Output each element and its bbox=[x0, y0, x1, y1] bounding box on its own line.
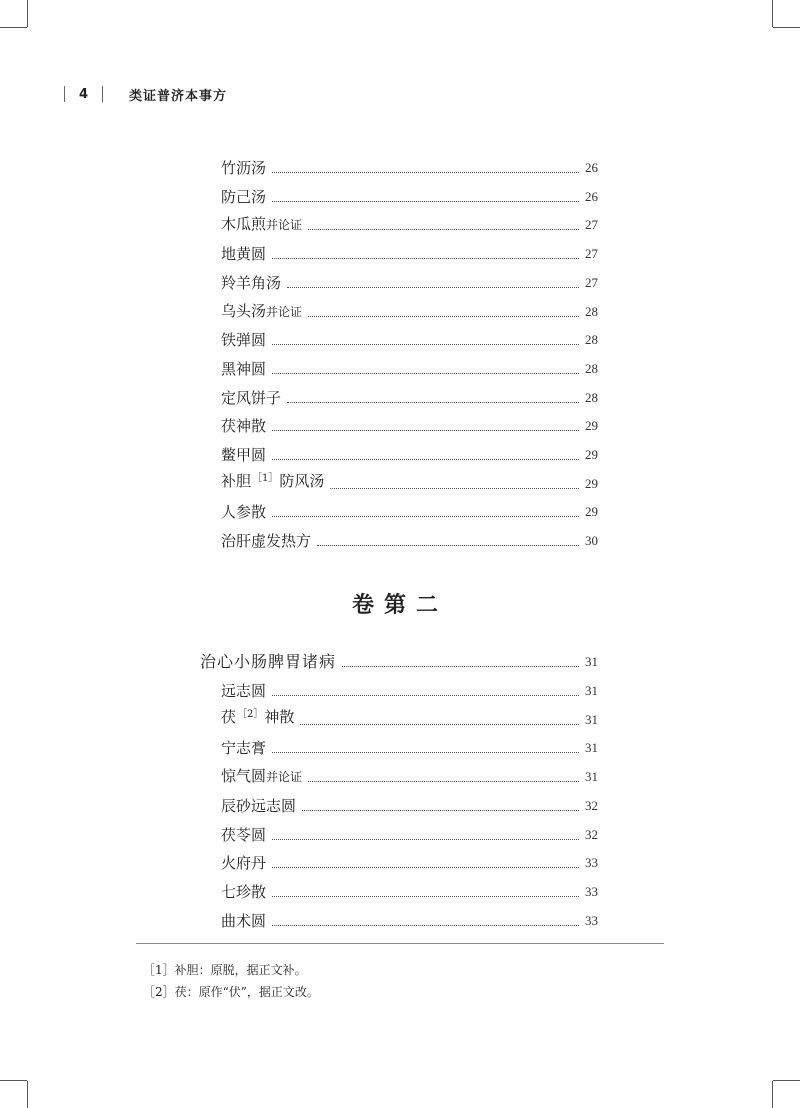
leader-dots bbox=[272, 896, 579, 897]
footnote-ref: ［2］ bbox=[237, 708, 264, 720]
footnote: ［2］茯：原作“伏”，据正文改。 bbox=[143, 985, 319, 999]
toc-entry-page: 31 bbox=[585, 654, 598, 669]
toc-entry-title: 铁弹圆 bbox=[221, 331, 267, 350]
toc-entry-title: 鳖甲圆 bbox=[221, 446, 267, 464]
toc-entry bbox=[221, 736, 598, 758]
leader-dots bbox=[342, 666, 579, 667]
toc-entry-title: 治心小肠脾胃诸病 bbox=[200, 652, 337, 671]
leader-dots bbox=[272, 516, 579, 517]
toc-entry bbox=[221, 708, 598, 730]
leader-dots bbox=[272, 867, 579, 868]
toc-entry bbox=[221, 443, 598, 465]
toc-entry-title: 辰砂远志圆 bbox=[221, 796, 297, 815]
toc-entry-page: 29 bbox=[585, 504, 598, 520]
toc-entry bbox=[221, 909, 598, 931]
toc-entry-page: 28 bbox=[585, 389, 598, 405]
toc-entry-title: 乌头汤并论证 bbox=[221, 301, 303, 320]
leader-dots bbox=[272, 752, 579, 753]
crop-mark bbox=[772, 1081, 773, 1108]
toc-entry bbox=[221, 880, 598, 902]
toc-entry-page: 29 bbox=[585, 475, 598, 491]
leader-dots bbox=[272, 839, 579, 840]
toc-entry bbox=[221, 213, 598, 235]
toc-entry-title: 茯苓圆 bbox=[221, 825, 267, 844]
leader-dots bbox=[272, 201, 579, 202]
toc-entry bbox=[221, 414, 598, 436]
toc-entry bbox=[221, 328, 598, 350]
toc-entry-title: 宁志膏 bbox=[221, 739, 267, 758]
header-divider bbox=[102, 86, 103, 102]
toc-entry bbox=[221, 472, 598, 494]
toc-entry-title: 茯$^{[2]}$神散 bbox=[221, 707, 295, 726]
toc-entry-page: 29 bbox=[585, 447, 598, 462]
toc-entry-title: 防己汤 bbox=[221, 187, 267, 206]
toc-entry-page: 29 bbox=[585, 418, 598, 434]
leader-dots bbox=[272, 459, 579, 460]
toc-entry-page: 28 bbox=[585, 360, 598, 376]
leader-dots bbox=[272, 344, 579, 345]
leader-dots bbox=[287, 402, 579, 403]
entry-annotation: 并论证 bbox=[266, 304, 303, 319]
toc-entry-page: 30 bbox=[585, 533, 598, 549]
toc-entry-page: 33 bbox=[585, 912, 598, 928]
toc-entry-page: 31 bbox=[585, 711, 598, 727]
header-divider bbox=[64, 86, 65, 102]
toc-entry-page: 31 bbox=[585, 683, 598, 698]
toc-entry bbox=[221, 386, 598, 408]
toc-entry bbox=[221, 185, 598, 207]
toc-section-heading bbox=[200, 650, 598, 672]
toc-entry bbox=[221, 357, 598, 379]
crop-mark bbox=[772, 0, 773, 27]
toc-entry-page: 33 bbox=[585, 883, 598, 899]
leader-dots bbox=[272, 695, 579, 696]
toc-entry-page: 31 bbox=[585, 740, 598, 756]
leader-dots bbox=[272, 925, 579, 926]
toc-entry-page: 27 bbox=[585, 246, 598, 262]
toc-entry-page: 26 bbox=[585, 188, 598, 204]
toc-entry-title: 羚羊角汤 bbox=[221, 273, 282, 292]
footnote: ［1］补胆：原脱，据正文补。 bbox=[143, 963, 307, 977]
toc-entry-title: 远志圆 bbox=[221, 682, 267, 700]
crop-mark bbox=[773, 27, 800, 28]
toc-entry bbox=[221, 823, 598, 845]
toc-entry-title: 定风饼子 bbox=[221, 388, 282, 407]
toc-entry-page: 26 bbox=[585, 160, 598, 175]
toc-entry bbox=[221, 271, 598, 293]
leader-dots bbox=[302, 810, 579, 811]
toc-entry-page: 32 bbox=[585, 797, 598, 813]
leader-dots bbox=[272, 172, 579, 173]
entry-annotation: 并论证 bbox=[266, 218, 303, 233]
toc-entry-page: 33 bbox=[585, 855, 598, 871]
toc-entry bbox=[221, 300, 598, 322]
leader-dots bbox=[272, 373, 579, 374]
leader-dots bbox=[300, 724, 579, 725]
toc-entry bbox=[221, 242, 598, 264]
toc-entry-title: 惊气圆并论证 bbox=[221, 767, 303, 786]
toc-entry-title: 火府丹 bbox=[221, 854, 267, 873]
leader-dots bbox=[272, 258, 579, 259]
leader-dots bbox=[308, 781, 579, 782]
toc-entry-page: 27 bbox=[585, 274, 598, 290]
toc-entry-page: 31 bbox=[585, 769, 598, 785]
footnote-rule bbox=[136, 943, 664, 944]
entry-annotation: 并论证 bbox=[266, 770, 303, 785]
toc-entry-title: 黑神圆 bbox=[221, 359, 267, 378]
toc-entry-title: 人参散 bbox=[221, 503, 267, 522]
leader-dots bbox=[308, 229, 579, 230]
toc-entry-title: 曲术圆 bbox=[221, 911, 267, 930]
leader-dots bbox=[308, 316, 579, 317]
toc-entry bbox=[221, 529, 598, 551]
toc-entry-title: 七珍散 bbox=[221, 882, 267, 901]
section-title: 卷第二 bbox=[351, 593, 448, 618]
leader-dots bbox=[272, 430, 579, 431]
toc-entry bbox=[221, 156, 598, 178]
toc-entry-page: 27 bbox=[585, 217, 598, 233]
toc-entry-title: 地黄圆 bbox=[221, 245, 267, 264]
crop-mark bbox=[773, 1080, 800, 1081]
crop-mark bbox=[0, 1080, 27, 1081]
toc-entry-page: 32 bbox=[585, 826, 598, 842]
toc-entry-title: 竹沥汤 bbox=[221, 159, 267, 177]
toc-entry bbox=[221, 851, 598, 873]
crop-mark bbox=[27, 0, 28, 27]
toc-entry bbox=[221, 500, 598, 522]
toc-entry-title: 茯神散 bbox=[221, 417, 267, 436]
toc-entry-page: 28 bbox=[585, 332, 598, 348]
toc-entry-title: 木瓜煎并论证 bbox=[221, 215, 303, 234]
toc-entry-title: 治肝虚发热方 bbox=[221, 532, 312, 551]
toc-entry-title: 补胆$^{[1]}$防风汤 bbox=[221, 471, 325, 490]
crop-mark bbox=[0, 27, 27, 28]
toc-entry bbox=[221, 794, 598, 816]
leader-dots bbox=[317, 545, 579, 546]
leader-dots bbox=[330, 488, 579, 489]
book-title: 类证普济本事方 bbox=[129, 88, 228, 104]
toc-entry bbox=[221, 679, 598, 701]
running-header bbox=[64, 84, 227, 104]
page-number: 4 bbox=[79, 86, 89, 102]
toc-entry-page: 28 bbox=[585, 303, 598, 319]
crop-mark bbox=[27, 1081, 28, 1108]
toc-entry bbox=[221, 765, 598, 787]
footnote-ref: ［1］ bbox=[252, 472, 279, 484]
leader-dots bbox=[287, 287, 579, 288]
